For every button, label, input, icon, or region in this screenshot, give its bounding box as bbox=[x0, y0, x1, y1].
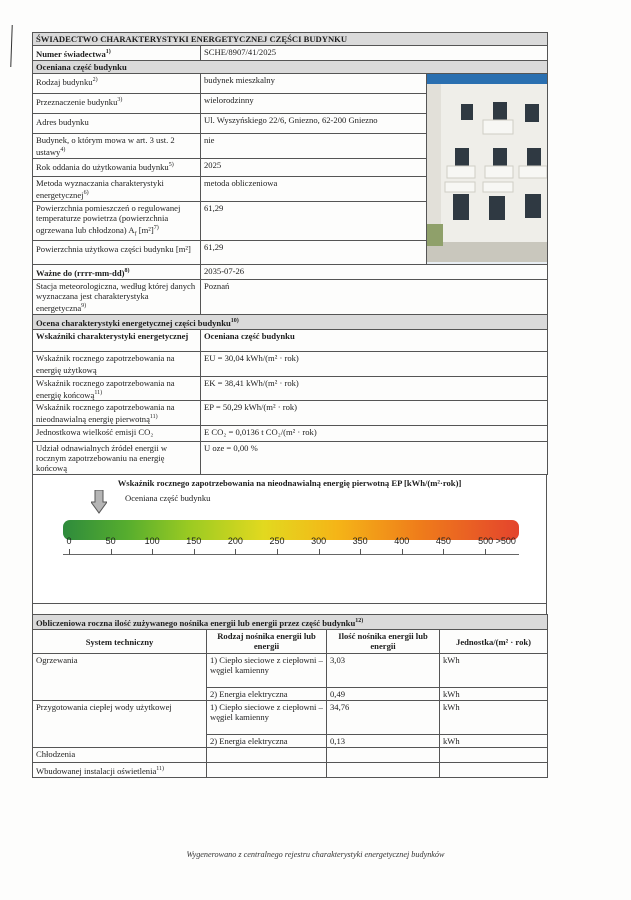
scale-tick-label: 500 >500 bbox=[478, 536, 516, 547]
system-heating: Ogrzewania bbox=[33, 654, 207, 701]
scale-tick-label: 0 bbox=[66, 536, 72, 547]
indicator-label: Jednostkowa wielkość emisji CO₂ bbox=[33, 426, 201, 442]
field-value: metoda obliczeniowa bbox=[201, 176, 427, 201]
ep-scale-panel bbox=[32, 475, 547, 604]
section-energy-carriers: Obliczeniowa roczna ilość zużywanego nośnika energii lub energii przez część budynku$^{12)}$ bbox=[33, 615, 548, 630]
field-label: Rodzaj budynku$^{2)}$ bbox=[33, 73, 201, 93]
scale-tick bbox=[194, 549, 195, 555]
field-value: 61,29 bbox=[201, 241, 427, 265]
unit-cell: kWh bbox=[440, 701, 548, 735]
scale-tick bbox=[152, 549, 153, 555]
weather-station-label: Stacja meteorologiczna, według której danych wyznaczana jest charakterystyka energetyczna$^{9)}$ bbox=[33, 280, 201, 315]
scale-tick-label: 250 bbox=[269, 536, 285, 547]
field-label: Powierzchnia użytkowa części budynku [m²] bbox=[33, 241, 201, 265]
unit-cell: kWh bbox=[440, 688, 548, 701]
scale-tick bbox=[402, 549, 403, 555]
quantity-cell: 3,03 bbox=[327, 654, 440, 688]
valid-until-value: 2035-07-26 bbox=[201, 265, 548, 280]
unit-cell bbox=[440, 748, 548, 763]
weather-station-value: Poznań bbox=[201, 280, 548, 315]
scale-tick-label: 150 bbox=[186, 536, 202, 547]
field-value: nie bbox=[201, 133, 427, 158]
carrier-cell: 1) Ciepło sieciowe z ciepłowni – węgiel kamienny bbox=[207, 701, 327, 735]
scale-tick bbox=[485, 549, 486, 555]
field-label: Adres budynku bbox=[33, 113, 201, 133]
field-label: Przeznaczenie budynku$^{3)}$ bbox=[33, 93, 201, 113]
scale-tick bbox=[443, 549, 444, 555]
building-photo-image bbox=[427, 74, 547, 262]
system-lighting: Wbudowanej instalacji oświetlenia$^{11)}$ bbox=[33, 763, 207, 778]
scale-tick-label: 350 bbox=[352, 536, 368, 547]
cert-number-value: SCHE/8907/41/2025 bbox=[201, 46, 548, 61]
field-value: wielorodzinny bbox=[201, 93, 427, 113]
indicator-label: Wskaźnik rocznego zapotrzebowania na energię użytkową bbox=[33, 351, 201, 376]
col-quantity: Ilość nośnika energii lub energii bbox=[327, 630, 440, 654]
certificate-document bbox=[32, 32, 547, 778]
scale-tick bbox=[277, 549, 278, 555]
scale-tick bbox=[235, 549, 236, 555]
field-value: 2025 bbox=[201, 158, 427, 176]
indicators-header-left: Wskaźniki charakterystyki energetycznej bbox=[33, 329, 201, 351]
scale-tick bbox=[111, 549, 112, 555]
energy-carrier-table bbox=[32, 614, 548, 778]
footer-note: Wygenerowano z centralnego rejestru charakterystyki energetycznej budynków bbox=[186, 850, 445, 859]
scale-tick bbox=[360, 549, 361, 555]
indicator-label: Wskaźnik rocznego zapotrzebowania na nieodnawialną energię pierwotną$^{11)}$ bbox=[33, 401, 201, 426]
scale-tick-label: 300 bbox=[311, 536, 327, 547]
system-hot-water: Przygotowania ciepłej wody użytkowej bbox=[33, 701, 207, 748]
carrier-cell: 1) Ciepło sieciowe z ciepłowni – węgiel kamienny bbox=[207, 654, 327, 688]
header-table bbox=[32, 32, 548, 475]
scale-tick-label: 450 bbox=[435, 536, 451, 547]
ep-marker-label: Oceniana część budynku bbox=[125, 493, 211, 504]
scale-tick bbox=[69, 549, 70, 555]
quantity-cell: 0,13 bbox=[327, 735, 440, 748]
cert-number-label: Numer świadectwa$^{1)}$ bbox=[33, 46, 201, 61]
document-title: ŚWIADECTWO CHARAKTERYSTYKI ENERGETYCZNEJ CZĘŚCI BUDYNKU bbox=[33, 33, 548, 46]
scale-tick bbox=[319, 549, 320, 555]
indicator-value: EK = 38,41 kWh/(m² · rok) bbox=[201, 376, 548, 401]
indicator-value: U oze = 0,00 % bbox=[201, 442, 548, 475]
section-building-part: Oceniana część budynku bbox=[33, 60, 548, 73]
section-energy-assessment: Ocena charakterystyki energetycznej części budynku$^{10)}$ bbox=[33, 314, 548, 329]
carrier-cell: 2) Energia elektryczna bbox=[207, 735, 327, 748]
col-unit: Jednostka/(m² · rok) bbox=[440, 630, 548, 654]
section-gap bbox=[32, 604, 547, 614]
scale-tick-label: 200 bbox=[227, 536, 243, 547]
field-label: Budynek, o którym mowa w art. 3 ust. 2 ustawy$^{4)}$ bbox=[33, 133, 201, 158]
field-value: Ul. Wyszyńskiego 22/6, Gniezno, 62-200 Gniezno bbox=[201, 113, 427, 133]
ep-scale-title: Wskaźnik rocznego zapotrzebowania na nieodnawialną energię pierwotną EP [kWh/(m²·rok)] bbox=[117, 478, 462, 489]
unit-cell: kWh bbox=[440, 654, 548, 688]
carrier-cell bbox=[207, 748, 327, 763]
ep-axis-line bbox=[63, 554, 519, 555]
building-photo bbox=[427, 73, 548, 264]
ep-scale-axis bbox=[63, 536, 519, 555]
col-carrier: Rodzaj nośnika energii lub energii bbox=[207, 630, 327, 654]
indicator-label: Wskaźnik rocznego zapotrzebowania na energię końcową$^{11)}$ bbox=[33, 376, 201, 401]
col-system: System techniczny bbox=[33, 630, 207, 654]
scale-tick-label: 400 bbox=[394, 536, 410, 547]
valid-until-label: Ważne do (rrrr-mm-dd)$^{8)}$ bbox=[33, 265, 201, 280]
indicator-value: EP = 50,29 kWh/(m² · rok) bbox=[201, 401, 548, 426]
indicators-header-right: Oceniana część budynku bbox=[201, 329, 548, 351]
field-label: Powierzchnia pomieszczeń o regulowanej temperaturze powietrza (powierzchnia ogrzewana lub chłodzona) $A_f$ $[m^2]^{7)}$ bbox=[33, 201, 201, 241]
unit-cell bbox=[440, 763, 548, 778]
scale-tick-label: 50 bbox=[105, 536, 116, 547]
scale-tick-label: 100 bbox=[144, 536, 160, 547]
field-value: 61,29 bbox=[201, 201, 427, 241]
indicator-value: E CO₂ = 0,0136 t CO₂/(m² · rok) bbox=[201, 426, 548, 442]
quantity-cell bbox=[327, 763, 440, 778]
carrier-cell bbox=[207, 763, 327, 778]
carrier-cell: 2) Energia elektryczna bbox=[207, 688, 327, 701]
unit-cell: kWh bbox=[440, 735, 548, 748]
arrow-down-icon bbox=[91, 490, 107, 514]
field-value: budynek mieszkalny bbox=[201, 73, 427, 93]
field-label: Metoda wyznaczania charakterystyki energetycznej$^{6)}$ bbox=[33, 176, 201, 201]
system-cooling: Chłodzenia bbox=[33, 748, 207, 763]
quantity-cell: 0,49 bbox=[327, 688, 440, 701]
quantity-cell bbox=[327, 748, 440, 763]
field-label: Rok oddania do użytkowania budynku$^{5)}$ bbox=[33, 158, 201, 176]
quantity-cell: 34,76 bbox=[327, 701, 440, 735]
margin-pen-mark bbox=[10, 25, 12, 67]
indicator-value: EU = 30,04 kWh/(m² · rok) bbox=[201, 351, 548, 376]
indicator-label: Udział odnawialnych źródeł energii w rocznym zapotrzebowaniu na energię końcową bbox=[33, 442, 201, 475]
